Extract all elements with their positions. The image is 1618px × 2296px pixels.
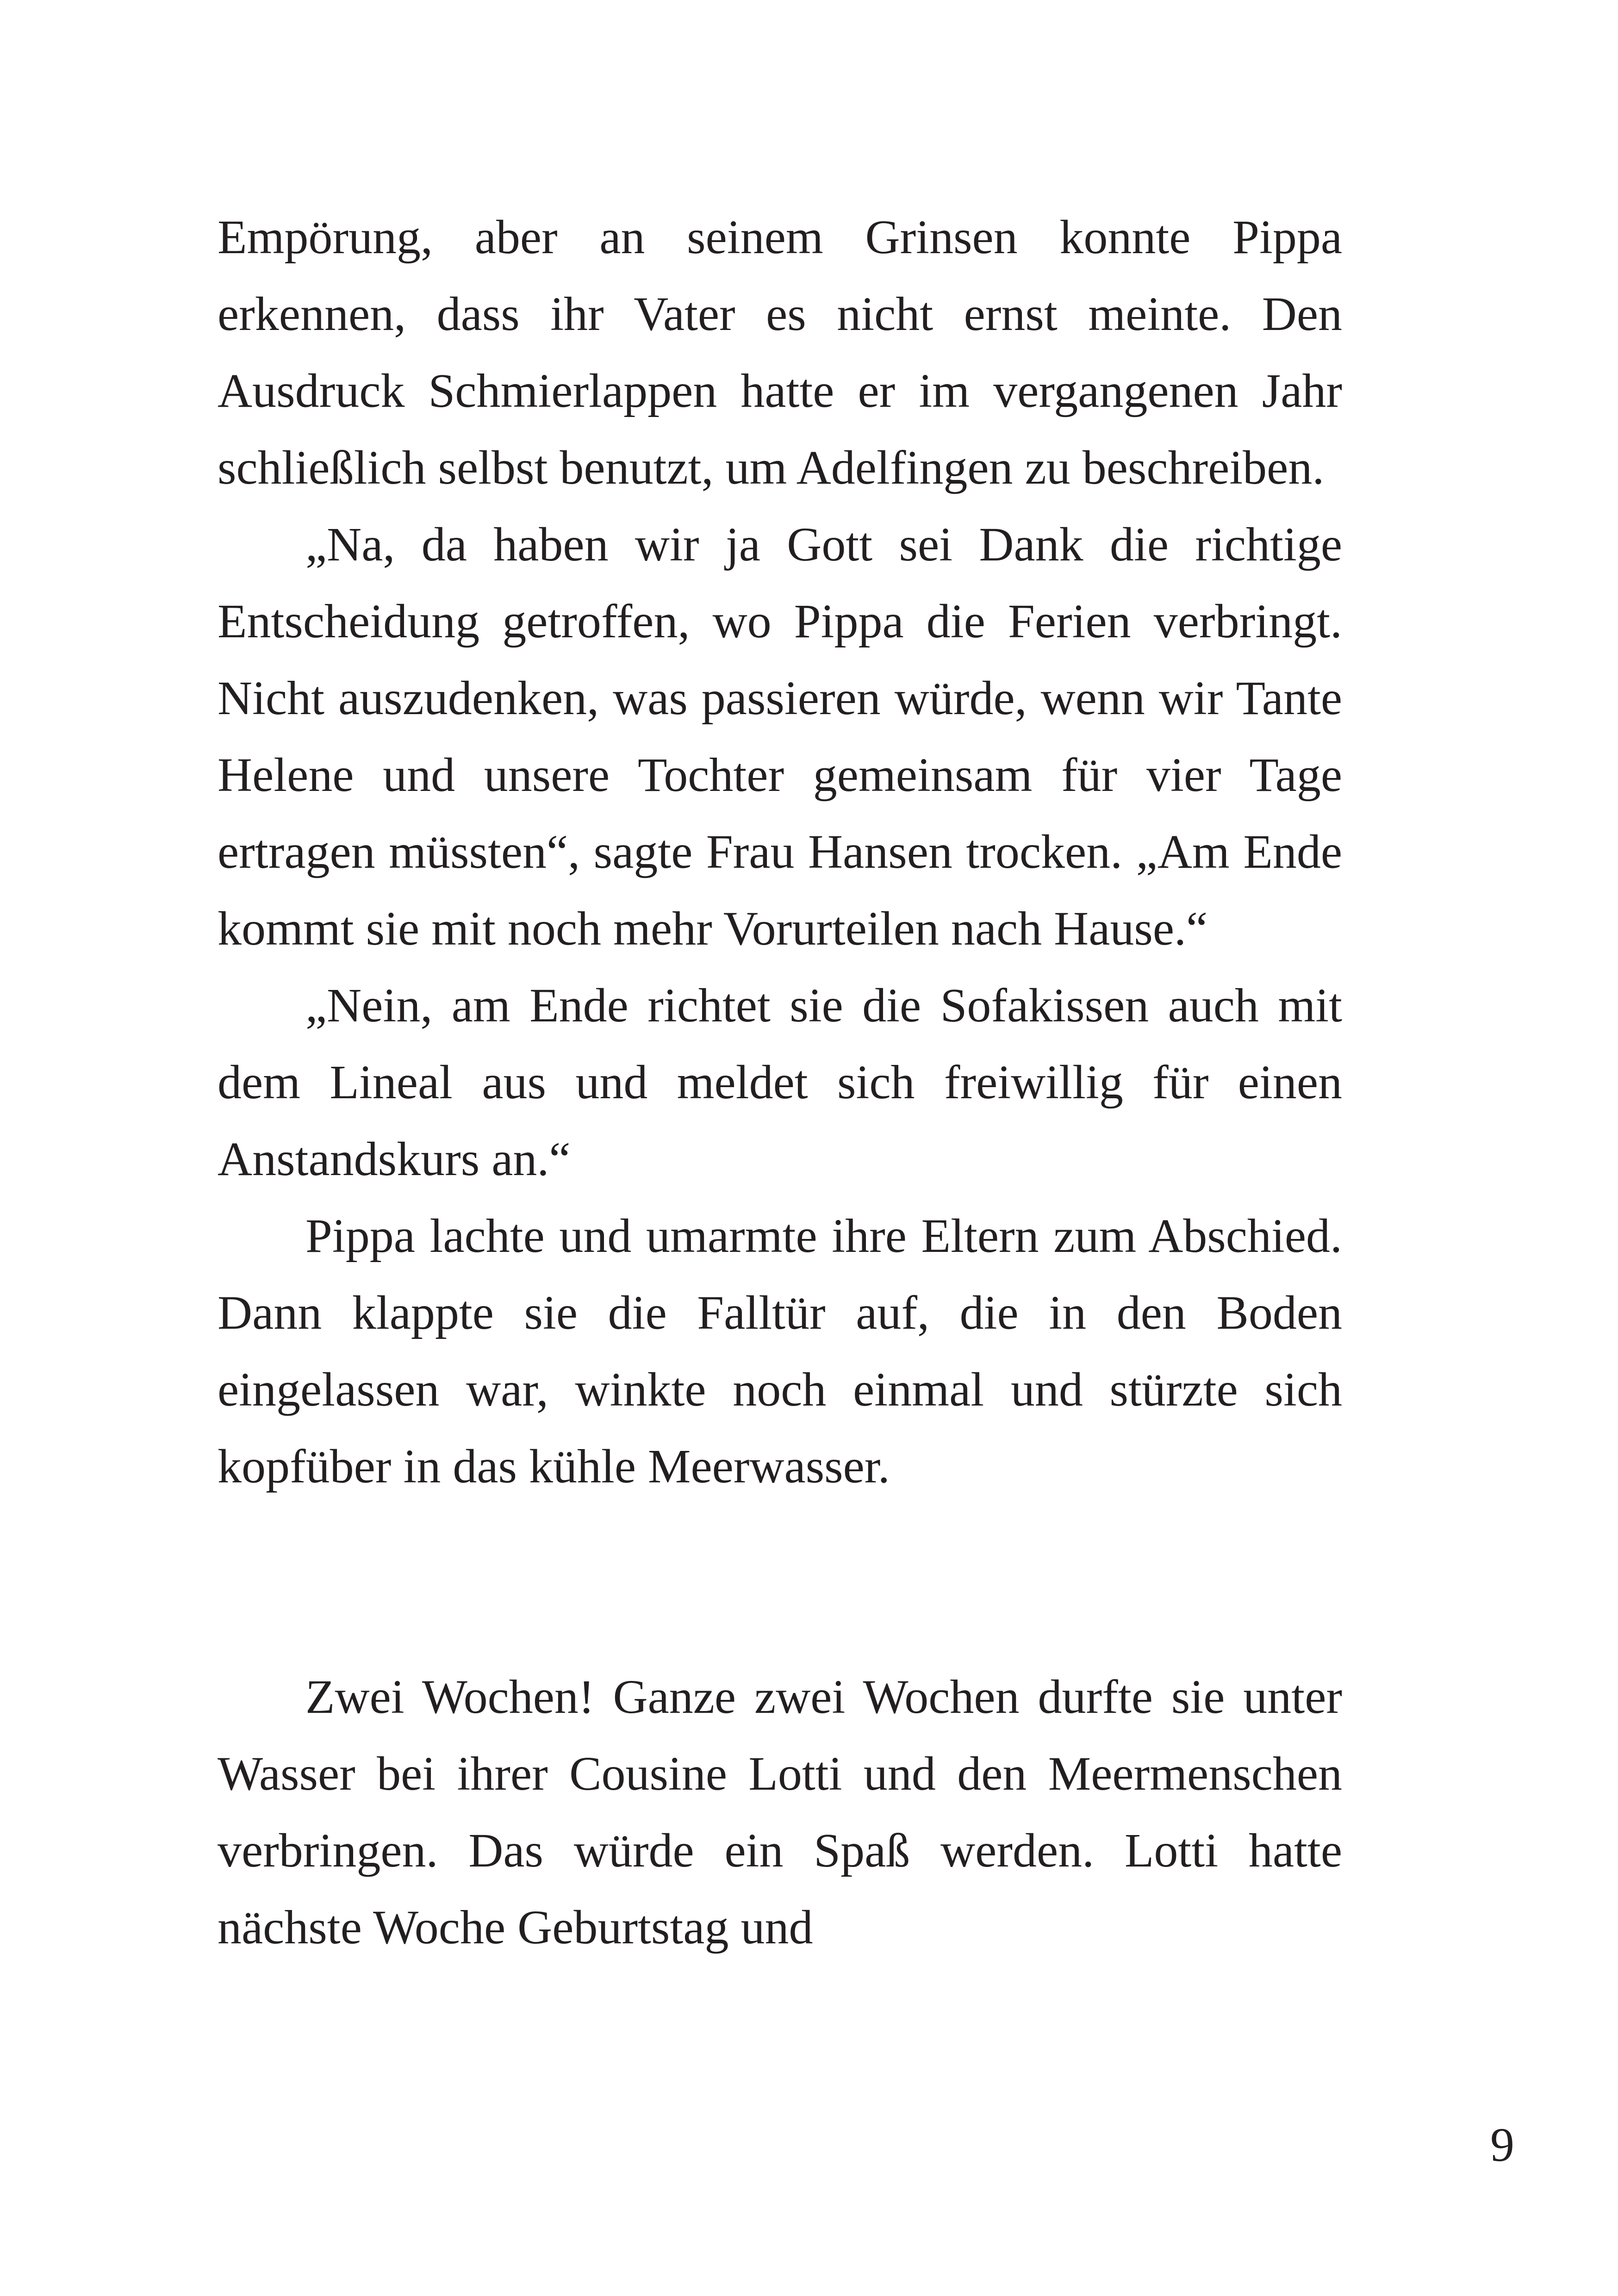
paragraph: „Na, da haben wir ja Gott sei Dank die richtige Entscheidung getroffen, wo Pippa die Ferien verbringt. Nicht auszudenken, was passieren würde, wenn wir Tante Helene und unsere Tochter gemeinsam für vier Tage ertragen müssten“, sagte Frau Hansen trocken. „Am Ende kommt sie mit noch mehr Vorurteilen nach Hause.“ (218, 518, 1342, 955)
paragraph: Pippa lachte und umarmte ihre Eltern zum Abschied. Dann klappte sie die Falltür auf, die in den Boden eingelassen war, winkte noch einmal und stürzte sich kopfüber in das kühle Meerwasser. (218, 1209, 1342, 1493)
paragraph: Zwei Wochen! Ganze zwei Wochen durfte sie unter Wasser bei ihrer Cousine Lotti und den Meermenschen verbringen. Das würde ein Spaß werden. Lotti hatte nächste Woche Geburtstag und (218, 1670, 1342, 1954)
page-number: 9 (1490, 2118, 1514, 2172)
paragraph: „Nein, am Ende richtet sie die Sofakissen auch mit dem Lineal aus und meldet sich freiwillig für einen Anstandskurs an.“ (218, 979, 1342, 1186)
paragraph: Empörung, aber an seinem Grinsen konnte Pippa erkennen, dass ihr Vater es nicht ernst meinte. Den Ausdruck Schmierlappen hatte er im vergangenen Jahr schließlich selbst benutzt, um Adelfingen zu beschreiben. (218, 211, 1342, 494)
body-text (218, 199, 1342, 1966)
